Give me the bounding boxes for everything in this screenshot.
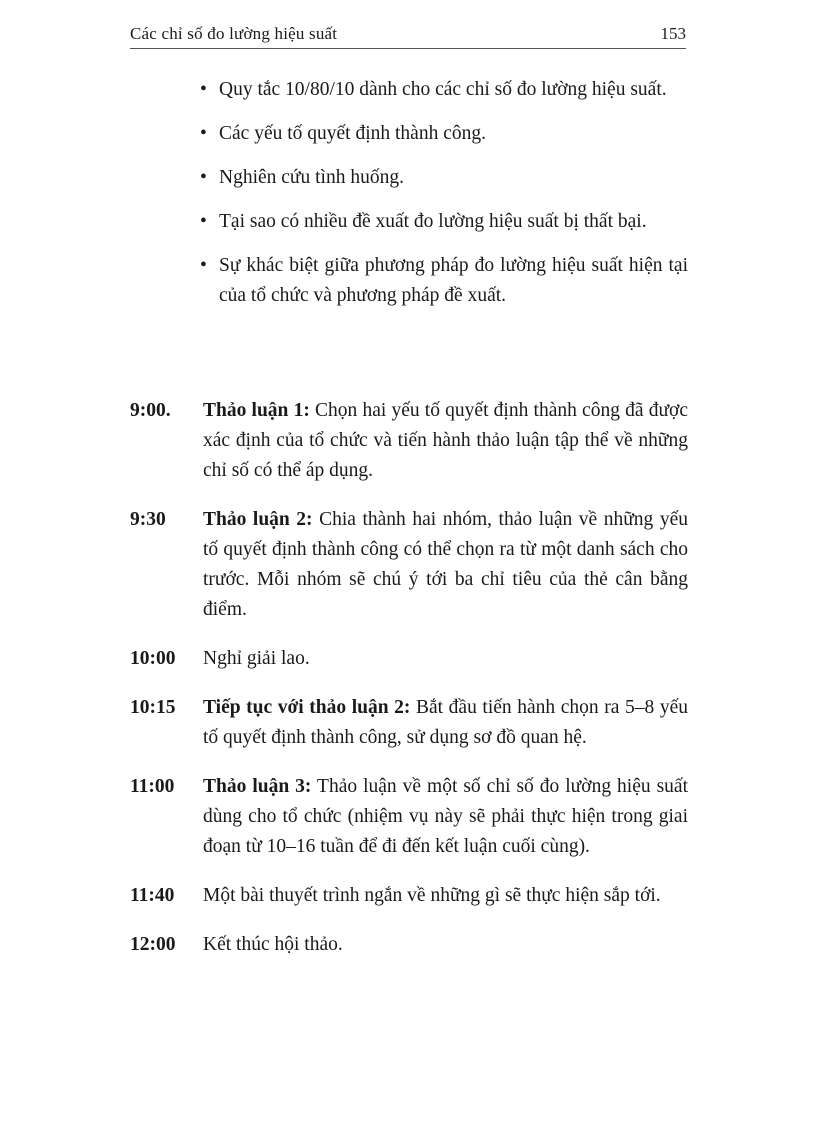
- bullet-text: Nghiên cứu tình huống.: [219, 167, 404, 188]
- schedule-body: [203, 505, 688, 625]
- bullet-dot-icon: •: [200, 79, 207, 100]
- schedule-label: Tiếp tục với thảo luận 2:: [203, 697, 411, 718]
- schedule-time: 10:00: [130, 648, 176, 669]
- bullet-item: [200, 251, 688, 311]
- schedule-label: Thảo luận 2:: [203, 509, 313, 530]
- bullet-item: [200, 75, 688, 105]
- schedule-label: Thảo luận 3:: [203, 776, 312, 797]
- bullet-dot-icon: •: [200, 123, 207, 144]
- schedule-row: [130, 693, 688, 753]
- running-header: [130, 22, 686, 49]
- schedule-row: [130, 930, 688, 960]
- chapter-title: Các chỉ số đo lường hiệu suất: [130, 24, 338, 43]
- bullet-text: Tại sao có nhiều đề xuất đo lường hiệu suất bị thất bại.: [219, 211, 647, 232]
- schedule-body: [203, 396, 688, 486]
- bullet-item: [200, 207, 688, 237]
- schedule-row: [130, 772, 688, 862]
- schedule-time: 10:15: [130, 697, 176, 718]
- schedule-time: 9:00.: [130, 400, 171, 421]
- schedule-label: Thảo luận 1:: [203, 400, 310, 421]
- schedule-time: 9:30: [130, 509, 166, 530]
- bullet-dot-icon: •: [200, 167, 207, 188]
- schedule-row: [130, 881, 688, 911]
- schedule-text: Chọn hai yếu tố quyết định thành công đã được xác định của tổ chức và tiến hành thảo luận tập thể về những chỉ số có thể áp dụng.: [203, 400, 689, 481]
- schedule-text: Chia thành hai nhóm, thảo luận về những yếu tố quyết định thành công có thể chọn ra từ một danh sách cho trước. Mỗi nhóm sẽ chú ý tới ba chỉ tiêu của thẻ cân bằng điểm.: [203, 509, 688, 620]
- bullet-list: [200, 75, 688, 325]
- schedule-text: Một bài thuyết trình ngắn về những gì sẽ thực hiện sắp tới.: [203, 885, 661, 906]
- schedule-body: [203, 772, 688, 862]
- bullet-item: [200, 163, 688, 193]
- schedule-text: Kết thúc hội thảo.: [203, 934, 343, 955]
- schedule-text: Thảo luận về một số chỉ số đo lường hiệu suất dùng cho tổ chức (nhiệm vụ này sẽ phải thực hiện trong giai đoạn từ 10–16 tuần để đi đến kết luận cuối cùng).: [203, 776, 689, 857]
- schedule-body: [203, 881, 688, 911]
- page-number: 153: [660, 24, 686, 43]
- bullet-text: Các yếu tố quyết định thành công.: [219, 123, 486, 144]
- bullet-dot-icon: •: [200, 211, 207, 232]
- bullet-text: Quy tắc 10/80/10 dành cho các chỉ số đo lường hiệu suất.: [219, 79, 667, 100]
- workshop-schedule: [130, 396, 688, 979]
- schedule-text: Nghỉ giải lao.: [203, 648, 310, 669]
- schedule-body: [203, 644, 688, 674]
- schedule-time: 11:00: [130, 776, 175, 797]
- schedule-time: 12:00: [130, 934, 176, 955]
- bullet-text: Sự khác biệt giữa phương pháp đo lường hiệu suất hiện tại của tổ chức và phương pháp đề xuất.: [219, 255, 688, 306]
- schedule-row: [130, 505, 688, 625]
- schedule-row: [130, 644, 688, 674]
- schedule-text: Bắt đầu tiến hành chọn ra 5–8 yếu tố quyết định thành công, sử dụng sơ đồ quan hệ.: [203, 697, 688, 748]
- schedule-body: [203, 693, 688, 753]
- schedule-body: [203, 930, 688, 960]
- schedule-row: [130, 396, 688, 486]
- bullet-item: [200, 119, 688, 149]
- schedule-time: 11:40: [130, 885, 175, 906]
- bullet-dot-icon: •: [200, 255, 207, 276]
